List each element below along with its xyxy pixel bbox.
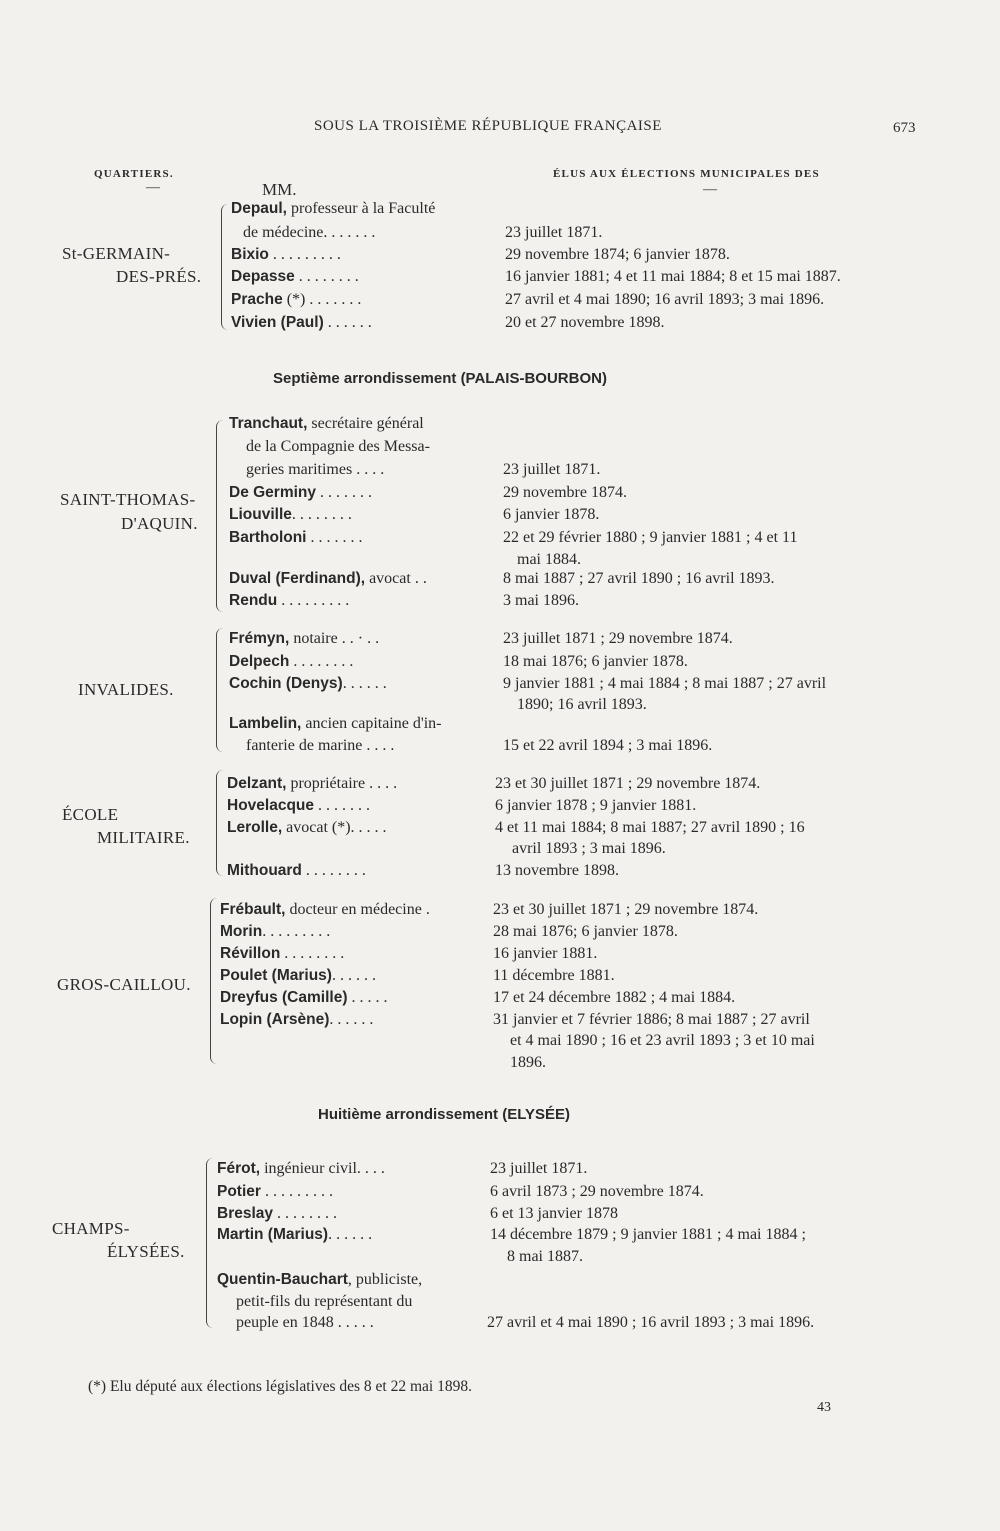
election-dates: 22 et 29 février 1880 ; 9 janvier 1881 ; 4 et 11 [503, 529, 798, 546]
election-dates: 23 juillet 1871. [505, 224, 603, 241]
election-dates: 28 mai 1876; 6 janvier 1878. [493, 923, 678, 940]
member-entry: Quentin-Bauchart, publiciste, [217, 1271, 423, 1288]
election-dates: 4 et 11 mai 1884; 8 mai 1887; 27 avril 1890 ; 16 [495, 819, 805, 836]
election-dates: 6 avril 1873 ; 29 novembre 1874. [490, 1183, 704, 1200]
member-entry: Vivien (Paul) . . . . . . [231, 314, 372, 331]
column-header-elus: ÉLUS AUX ÉLECTIONS MUNICIPALES DES [553, 168, 820, 180]
member-entry: Breslay . . . . . . . . [217, 1205, 338, 1222]
member-continuation: de la Compagnie des Messa- [246, 438, 430, 455]
election-dates: 3 mai 1896. [503, 592, 579, 609]
quartier-ecole-1: ÉCOLE [62, 805, 119, 824]
member-entry: Lerolle, avocat (*). . . . . [227, 819, 387, 836]
quartier-saint-thomas-1: SAINT-THOMAS- [60, 490, 196, 509]
member-entry: Lambelin, ancien capitaine d'in- [229, 715, 442, 732]
bracket-champs-elysees [206, 1158, 213, 1328]
member-entry: Dreyfus (Camille) . . . . . [220, 989, 388, 1006]
election-dates: 23 juillet 1871. [503, 461, 601, 478]
election-dates: 18 mai 1876; 6 janvier 1878. [503, 653, 688, 670]
election-dates: 8 mai 1887. [507, 1248, 583, 1265]
quartier-st-germain-1: St-GERMAIN- [62, 244, 171, 263]
running-title: SOUS LA TROISIÈME RÉPUBLIQUE FRANÇAISE [314, 118, 662, 134]
member-continuation: petit-fils du représentant du [236, 1293, 413, 1310]
member-entry: Lopin (Arsène). . . . . . [220, 1011, 374, 1028]
member-continuation: peuple en 1848 . . . . . [236, 1314, 374, 1331]
member-continuation: fanterie de marine . . . . [246, 737, 395, 754]
member-entry: Hovelacque . . . . . . . [227, 797, 371, 814]
member-entry: Frémyn, notaire . . · . . [229, 630, 380, 647]
section-title-7e: Septième arrondissement (PALAIS-BOURBON) [273, 370, 607, 387]
quartier-st-germain-2: DES-PRÉS. [116, 267, 202, 286]
member-entry: Poulet (Marius). . . . . . [220, 967, 376, 984]
member-entry: Duval (Ferdinand), avocat . . [229, 570, 427, 587]
footnote: (*) Elu député aux élections législatives des 8 et 22 mai 1898. [88, 1378, 472, 1395]
election-dates: 17 et 24 décembre 1882 ; 4 mai 1884. [493, 989, 736, 1006]
bracket-invalides [216, 628, 223, 752]
member-entry: Bartholoni . . . . . . . [229, 529, 363, 546]
member-entry: Liouville. . . . . . . . [229, 506, 352, 523]
member-entry: Rendu . . . . . . . . . [229, 592, 350, 609]
quartier-saint-thomas-2: D'AQUIN. [121, 514, 198, 533]
member-entry: De Germiny . . . . . . . [229, 484, 373, 501]
member-entry: Cochin (Denys). . . . . . [229, 675, 387, 692]
election-dates: mai 1884. [517, 551, 581, 568]
member-entry: Delpech . . . . . . . . [229, 653, 354, 670]
member-continuation: geries maritimes . . . . [246, 461, 385, 478]
election-dates: 1890; 16 avril 1893. [517, 696, 647, 713]
member-entry: Depasse . . . . . . . . [231, 268, 359, 285]
bracket-saint-thomas [216, 420, 223, 612]
election-dates: 23 juillet 1871. [490, 1160, 588, 1177]
election-dates: 23 juillet 1871 ; 29 novembre 1874. [503, 630, 733, 647]
member-entry: Morin. . . . . . . . . [220, 923, 331, 940]
election-dates: et 4 mai 1890 ; 16 et 23 avril 1893 ; 3 et 10 mai [510, 1032, 815, 1049]
bracket-ecole-militaire [216, 770, 223, 876]
election-dates: 1896. [510, 1054, 546, 1071]
member-entry: Mithouard . . . . . . . . [227, 862, 366, 879]
election-dates: 6 janvier 1878. [503, 506, 600, 523]
election-dates: 8 mai 1887 ; 27 avril 1890 ; 16 avril 1893. [503, 570, 775, 587]
member-entry: Prache (*) . . . . . . . [231, 291, 362, 308]
quartier-ecole-2: MILITAIRE. [97, 828, 190, 847]
election-dates: 27 avril et 4 mai 1890; 16 avril 1893; 3 mai 1896. [505, 291, 825, 308]
member-entry: Tranchaut, secrétaire général [229, 415, 424, 432]
bracket-gros-caillou [210, 898, 217, 1064]
folio: 43 [817, 1400, 831, 1415]
member-continuation: de médecine. . . . . . . [243, 224, 376, 241]
election-dates: 27 avril et 4 mai 1890 ; 16 avril 1893 ; 3 mai 1896. [487, 1314, 815, 1331]
election-dates: 6 janvier 1878 ; 9 janvier 1881. [495, 797, 697, 814]
column-dash-left: — [146, 180, 160, 195]
quartier-invalides: INVALIDES. [78, 680, 174, 699]
election-dates: 29 novembre 1874; 6 janvier 1878. [505, 246, 730, 263]
quartier-champs-1: CHAMPS- [52, 1219, 130, 1238]
member-entry: Delzant, propriétaire . . . . [227, 775, 398, 792]
election-dates: 20 et 27 novembre 1898. [505, 314, 665, 331]
member-entry: Frébault, docteur en médecine . [220, 901, 430, 918]
election-dates: 14 décembre 1879 ; 9 janvier 1881 ; 4 mai 1884 ; [490, 1226, 806, 1243]
member-entry: Bixio . . . . . . . . . [231, 246, 341, 263]
election-dates: 31 janvier et 7 février 1886; 8 mai 1887 ; 27 avril [493, 1011, 810, 1028]
column-dash-right: — [703, 182, 717, 197]
column-header-quartiers: QUARTIERS. [94, 168, 174, 180]
election-dates: 16 janvier 1881. [493, 945, 598, 962]
member-entry: Depaul, professeur à la Faculté [231, 200, 436, 217]
member-entry: Potier . . . . . . . . . [217, 1183, 333, 1200]
page-number: 673 [893, 120, 916, 136]
election-dates: 15 et 22 avril 1894 ; 3 mai 1896. [503, 737, 713, 754]
quartier-champs-2: ÉLYSÉES. [107, 1242, 185, 1261]
mm-label: MM. [262, 180, 297, 199]
election-dates: 6 et 13 janvier 1878 [490, 1205, 618, 1222]
member-entry: Révillon . . . . . . . . [220, 945, 345, 962]
election-dates: 9 janvier 1881 ; 4 mai 1884 ; 8 mai 1887 ; 27 avril [503, 675, 827, 692]
quartier-gros-caillou: GROS-CAILLOU. [57, 975, 191, 994]
election-dates: avril 1893 ; 3 mai 1896. [512, 840, 666, 857]
section-title-8e: Huitième arrondissement (ELYSÉE) [318, 1106, 571, 1123]
election-dates: 11 décembre 1881. [493, 967, 615, 984]
member-entry: Martin (Marius). . . . . . [217, 1226, 373, 1243]
election-dates: 23 et 30 juillet 1871 ; 29 novembre 1874. [495, 775, 761, 792]
election-dates: 29 novembre 1874. [503, 484, 627, 501]
election-dates: 13 novembre 1898. [495, 862, 619, 879]
member-entry: Férot, ingénieur civil. . . . [217, 1160, 385, 1177]
election-dates: 23 et 30 juillet 1871 ; 29 novembre 1874. [493, 901, 759, 918]
bracket-st-germain [221, 204, 228, 330]
election-dates: 16 janvier 1881; 4 et 11 mai 1884; 8 et 15 mai 1887. [505, 268, 841, 285]
